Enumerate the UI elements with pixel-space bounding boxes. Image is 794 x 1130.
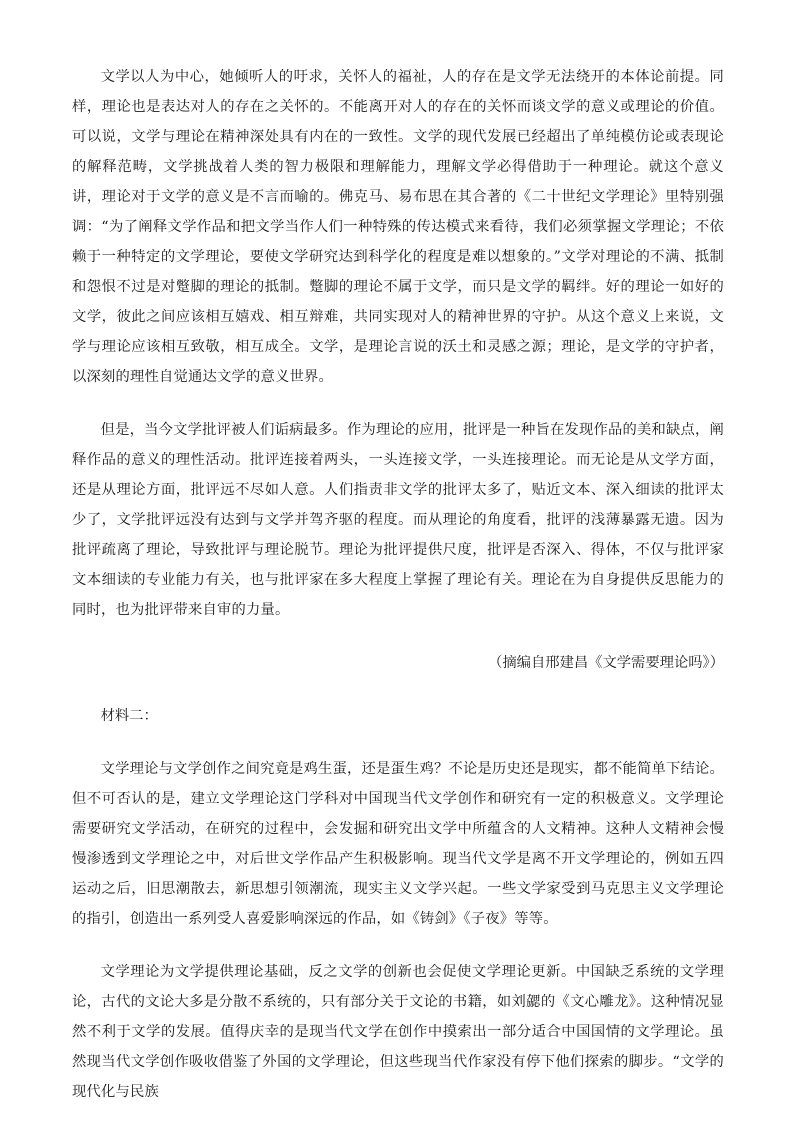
material-two-paragraph-1: 文学理论与文学创作之间究竟是鸡生蛋，还是蛋生鸡？不论是历史还是现实，都不能简单下结论。但不可否认的是，建立文学理论这门学科对中国现当代文学创作和研究有一定的积极意义。文学理论需要研究文学活动，在研究的过程中，会发掘和研究出文学中所蕴含的人文精神。这种人文精神会慢慢渗透到文学理论之中，对后世文学作品产生积极影响。现当代文学是离不开文学理论的，例如五四运动之后，旧思潮散去，新思想引领潮流，现实主义文学兴起。一些文学家受到马克思主义文学理论的指引，创造出一系列受人喜爱影响深远的作品，如《铸剑》《子夜》等等。 [72, 761, 724, 927]
material-two-paragraph-2: 文学理论为文学提供理论基础，反之文学的创新也会促使文学理论更新。中国缺乏系统的文学理论，古代的文论大多是分散不系统的，只有部分关于文论的书籍，如刘勰的《文心雕龙》。这种情况显然不利于文学的发展。值得庆幸的是现当代文学在创作中摸索出一部分适合中国国情的文学理论。虽然现当代文学创作吸收借鉴了外国的文学理论，但这些现当代作家没有停下他们探索的脚步。“文学的现代化与民族 [72, 964, 724, 1100]
material-one-source: （摘编自邢建昌《文学需要理论吗》） [488, 655, 724, 671]
material-two-heading: 材料二： [100, 708, 158, 724]
material-one-paragraph-2: 但是，当今文学批评被人们诟病最多。作为理论的应用，批评是一种旨在发现作品的美和缺点，阐释作品的意义的理性活动。批评连接着两头，一头连接文学，一头连接理论。而无论是从文学方面，还是从理论方面，批评远不尽如人意。人们指责非文学的批评太多了，贴近文本、深入细读的批评太少了，文学批评远没有达到与文学并驾齐驱的程度。而从理论的角度看，批评的浅薄暴露无遗。因为批评疏离了理论，导致批评与理论脱节。理论为批评提供尺度，批评是否深入、得体，不仅与批评家文本细读的专业能力有关，也与批评家在多大程度上掌握了理论有关。理论在为自身提供反思能力的同时，也为批评带来自审的力量。 [72, 422, 724, 618]
material-one-paragraph-1: 文学以人为中心，她倾听人的吁求，关怀人的福祉，人的存在是文学无法绕开的本体论前提。同样，理论也是表达对人的存在之关怀的。不能离开对人的存在的关怀而谈文学的意义或理论的价值。可以说，文学与理论在精神深处具有内在的一致性。文学的现代发展已经超出了单纯模仿论或表现论的解释范畴，文学挑战着人类的智力极限和理解能力，理解文学必得借助于一种理论。就这个意义讲，理论对于文学的意义是不言而喻的。佛克马、易布思在其合著的《二十世纪文学理论》里特别强调：“为了阐释文学作品和把文学当作人们一种特殊的传达模式来看待，我们必须掌握文学理论；不依赖于一种特定的文学理论，要使文学研究达到科学化的程度是难以想象的。”文学对理论的不满、抵制和怨恨不过是对蹩脚的理论的抵制。蹩脚的理论不属于文学，而只是文学的羁绊。好的理论一如好的文学，彼此之间应该相互嬉戏、相互辩难，共同实现对人的精神世界的守护。从这个意义上来说，文学与理论应该相互致敬，相互成全。文学，是理论言说的沃土和灵感之源；理论，是文学的守护者，以深刻的理性自觉通达文学的意义世界。 [72, 69, 724, 385]
document-body [72, 62, 724, 1130]
